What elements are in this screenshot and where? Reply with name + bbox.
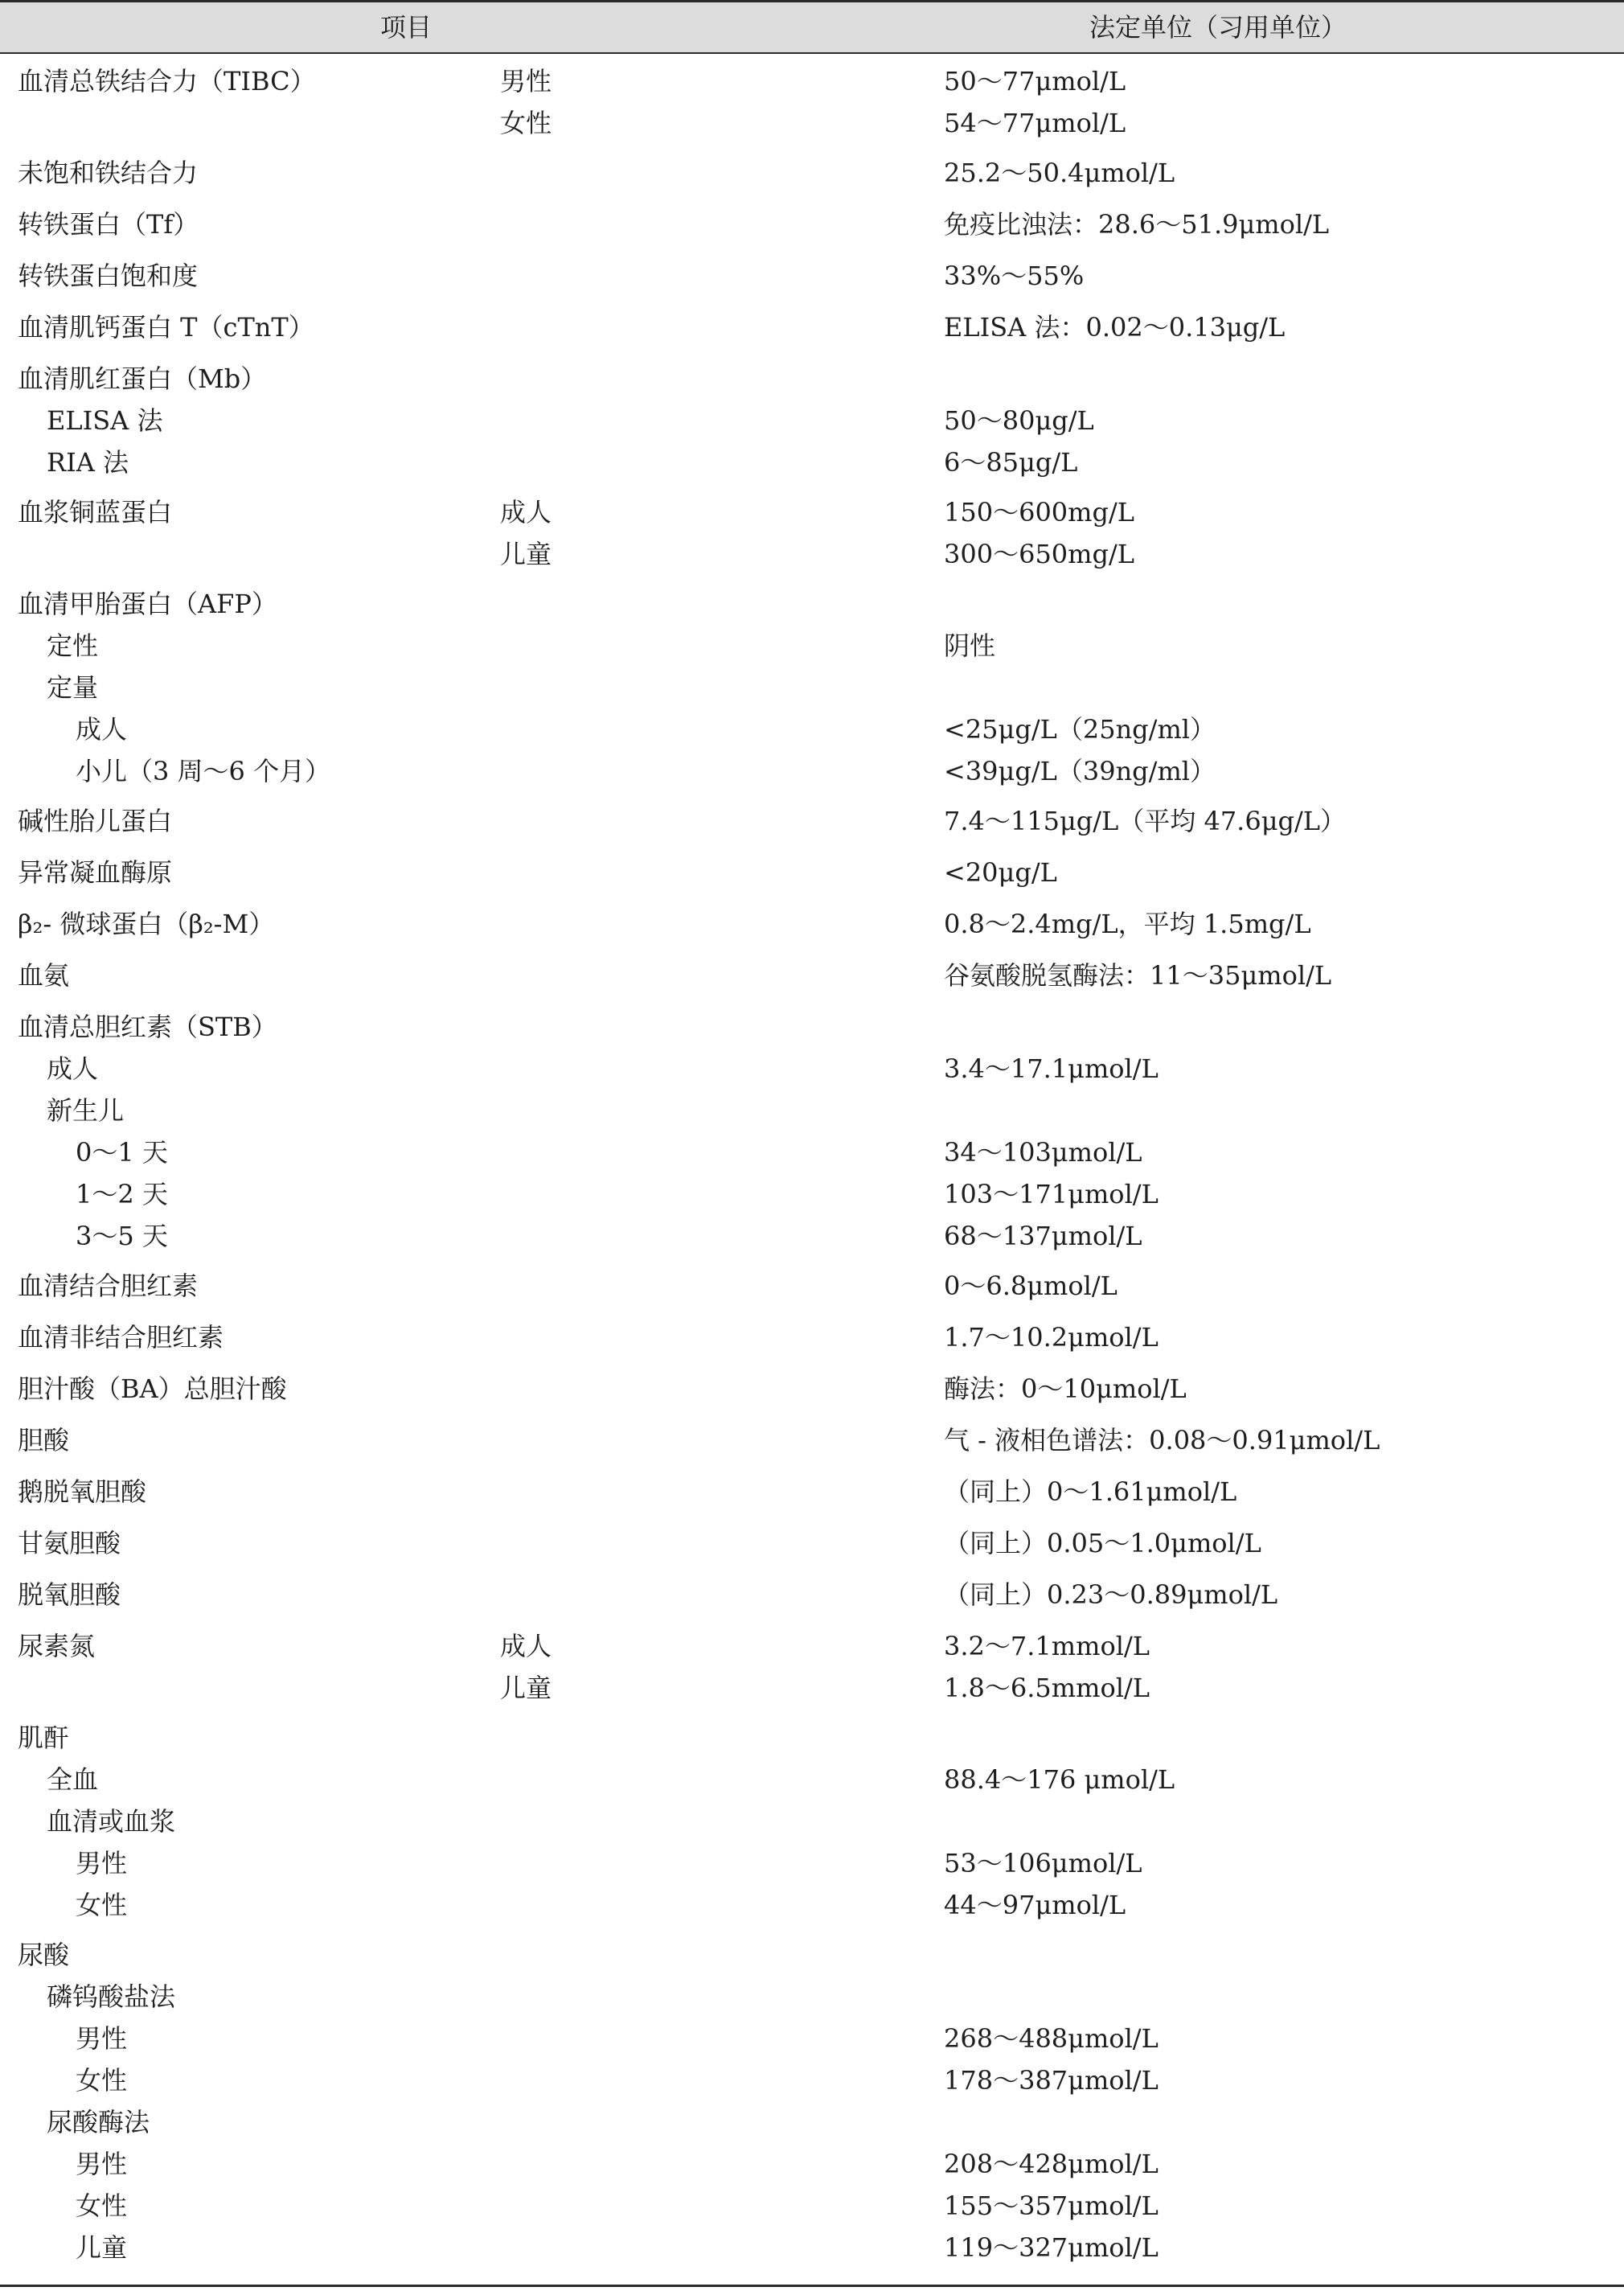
row-item-label: 转铁蛋白（Tf） <box>18 209 199 240</box>
row-item-label: 异常凝血酶原 <box>18 857 173 888</box>
row-subgroup-label: 儿童 <box>500 539 552 569</box>
table-row <box>0 1574 1624 1616</box>
table-row <box>0 60 1624 102</box>
row-item-label: 女性 <box>76 2190 128 2221</box>
table-row <box>0 750 1624 792</box>
row-item-label: 新生儿 <box>47 1095 125 1126</box>
row-reference-value: 1.7～10.2μmol/L <box>944 1322 1159 1353</box>
row-subgroup-label: 男性 <box>500 66 552 96</box>
row-reference-value: 300～650mg/L <box>944 539 1135 569</box>
table-row <box>0 1884 1624 1926</box>
row-reference-value: 25.2～50.4μmol/L <box>944 158 1175 188</box>
row-item-label: β₂- 微球蛋白（β₂-M） <box>18 909 275 939</box>
table-row <box>0 2101 1624 2143</box>
row-reference-value: 50～80μg/L <box>944 405 1094 436</box>
row-item-label: 男性 <box>76 1848 128 1878</box>
table-row <box>0 1471 1624 1513</box>
row-item-label: 0～1 天 <box>76 1137 168 1168</box>
table-row <box>0 203 1624 245</box>
table-row <box>0 1316 1624 1358</box>
table-row <box>0 255 1624 297</box>
row-item-label: 血清肌钙蛋白 T（cTnT） <box>18 312 314 343</box>
row-reference-value: 88.4～176 μmol/L <box>944 1764 1175 1795</box>
row-reference-value: 免疫比浊法：28.6～51.9μmol/L <box>944 209 1330 240</box>
row-item-label: 血清或血浆 <box>47 1806 176 1837</box>
table-row <box>0 852 1624 893</box>
table-bottom-rule <box>0 2285 1624 2287</box>
table-row <box>0 1090 1624 1131</box>
row-item-label: 血清非结合胆红素 <box>18 1322 224 1353</box>
row-reference-value: 6～85μg/L <box>944 447 1078 478</box>
row-reference-value: <25μg/L（25ng/ml） <box>944 714 1216 745</box>
table-header <box>0 2 1624 52</box>
row-reference-value: 178～387μmol/L <box>944 2065 1159 2096</box>
row-reference-value: 酶法：0～10μmol/L <box>944 1373 1187 1404</box>
row-reference-value: 3.2～7.1mmol/L <box>944 1631 1150 1661</box>
row-subgroup-label: 成人 <box>500 1631 552 1661</box>
table-row <box>0 1419 1624 1461</box>
row-reference-value: 谷氨酸脱氢酶法：11～35μmol/L <box>944 960 1332 991</box>
row-item-label: ELISA 法 <box>47 405 163 436</box>
table-row <box>0 1800 1624 1842</box>
row-item-label: RIA 法 <box>47 447 129 478</box>
row-item-label: 尿素氮 <box>18 1631 96 1661</box>
row-reference-value: 68～137μmol/L <box>944 1221 1142 1251</box>
row-item-label: 磷钨酸盐法 <box>47 1981 176 2012</box>
row-item-label: 儿童 <box>76 2232 128 2263</box>
row-reference-value: （同上）0～1.61μmol/L <box>944 1476 1237 1507</box>
table-row <box>0 533 1624 575</box>
table-row <box>0 1131 1624 1173</box>
row-item-label: 血清甲胎蛋白（AFP） <box>18 589 277 619</box>
table-row <box>0 625 1624 667</box>
row-item-label: 血氨 <box>18 960 70 991</box>
row-item-label: 女性 <box>76 2065 128 2096</box>
row-item-label: 1～2 天 <box>76 1179 168 1209</box>
table-row <box>0 102 1624 144</box>
row-reference-value: 54～77μmol/L <box>944 108 1126 138</box>
row-item-label: 定量 <box>47 672 99 703</box>
table-row <box>0 2059 1624 2101</box>
table-row <box>0 1934 1624 1976</box>
row-item-label: 转铁蛋白饱和度 <box>18 261 199 291</box>
row-subgroup-label: 女性 <box>500 108 552 138</box>
row-reference-value: 268～488μmol/L <box>944 2023 1159 2054</box>
row-item-label: 血清总胆红素（STB） <box>18 1012 277 1042</box>
table-row <box>0 903 1624 945</box>
row-item-label: 定性 <box>47 630 99 661</box>
table-row <box>0 152 1624 194</box>
table-row <box>0 955 1624 996</box>
header-unit-column: 法定单位（习用单位） <box>1089 12 1347 43</box>
row-item-label: 脱氧胆酸 <box>18 1579 121 1610</box>
row-item-label: 3～5 天 <box>76 1221 168 1251</box>
row-reference-value: 34～103μmol/L <box>944 1137 1142 1168</box>
table-row <box>0 306 1624 348</box>
row-item-label: 肌酐 <box>18 1722 70 1753</box>
table-row <box>0 1265 1624 1307</box>
row-reference-value: 119～327μmol/L <box>944 2232 1159 2263</box>
table-row <box>0 1215 1624 1257</box>
table-row <box>0 708 1624 750</box>
row-item-label: 尿酸 <box>18 1940 70 1970</box>
row-reference-value: <20μg/L <box>944 857 1057 888</box>
row-item-label: 血浆铜蓝蛋白 <box>18 497 173 528</box>
row-item-label: 男性 <box>76 2149 128 2179</box>
table-row <box>0 441 1624 483</box>
row-item-label: 未饱和铁结合力 <box>18 158 199 188</box>
row-item-label: 血清总铁结合力（TIBC） <box>18 66 316 96</box>
table-row <box>0 1522 1624 1564</box>
row-reference-value: 50～77μmol/L <box>944 66 1126 96</box>
row-item-label: 血清结合胆红素 <box>18 1271 199 1301</box>
row-reference-value: 44～97μmol/L <box>944 1890 1126 1920</box>
row-item-label: 全血 <box>47 1764 99 1795</box>
table-row <box>0 2143 1624 2185</box>
row-reference-value: 208～428μmol/L <box>944 2149 1159 2179</box>
row-reference-value: 7.4～115μg/L（平均 47.6μg/L） <box>944 806 1347 836</box>
row-reference-value: 33%～55% <box>944 261 1085 291</box>
row-reference-value: 155～357μmol/L <box>944 2190 1159 2221</box>
table-row <box>0 1006 1624 1048</box>
table-row <box>0 1368 1624 1410</box>
row-item-label: 成人 <box>47 1053 99 1084</box>
row-item-label: 碱性胎儿蛋白 <box>18 806 173 836</box>
row-item-label: 鹅脱氧胆酸 <box>18 1476 147 1507</box>
row-reference-value: ELISA 法：0.02～0.13μg/L <box>944 312 1286 343</box>
row-reference-value: 0～6.8μmol/L <box>944 1271 1118 1301</box>
row-reference-value: 103～171μmol/L <box>944 1179 1159 1209</box>
table-row <box>0 1717 1624 1759</box>
row-reference-value: 3.4～17.1μmol/L <box>944 1053 1159 1084</box>
table-row <box>0 1625 1624 1667</box>
row-subgroup-label: 成人 <box>500 497 552 528</box>
row-reference-value: 气 - 液相色谱法：0.08～0.91μmol/L <box>944 1425 1380 1455</box>
table-row <box>0 491 1624 533</box>
row-item-label: 小儿（3 周～6 个月） <box>76 756 331 786</box>
row-reference-value: （同上）0.05～1.0μmol/L <box>944 1528 1261 1558</box>
table-row <box>0 1842 1624 1884</box>
row-reference-value: 0.8～2.4mg/L，平均 1.5mg/L <box>944 909 1311 939</box>
row-reference-value: <39μg/L（39ng/ml） <box>944 756 1216 786</box>
table-row <box>0 2185 1624 2227</box>
table-row <box>0 800 1624 842</box>
row-reference-value: 1.8～6.5mmol/L <box>944 1673 1150 1703</box>
row-reference-value: 53～106μmol/L <box>944 1848 1142 1878</box>
table-row <box>0 1048 1624 1090</box>
row-item-label: 成人 <box>76 714 128 745</box>
row-item-label: 尿酸酶法 <box>47 2107 150 2137</box>
row-reference-value: 150～600mg/L <box>944 497 1135 528</box>
row-item-label: 胆汁酸（BA）总胆汁酸 <box>18 1373 287 1404</box>
header-rule <box>0 52 1624 54</box>
table-row <box>0 1667 1624 1709</box>
row-item-label: 胆酸 <box>18 1425 70 1455</box>
table-row <box>0 1173 1624 1215</box>
table-row <box>0 667 1624 708</box>
row-item-label: 女性 <box>76 1890 128 1920</box>
header-item-column: 项目 <box>379 12 432 43</box>
table-row <box>0 1976 1624 2018</box>
row-reference-value: （同上）0.23～0.89μmol/L <box>944 1579 1278 1610</box>
row-item-label: 男性 <box>76 2023 128 2054</box>
table-row <box>0 400 1624 441</box>
table-row <box>0 2227 1624 2268</box>
row-subgroup-label: 儿童 <box>500 1673 552 1703</box>
table-row <box>0 358 1624 400</box>
row-item-label: 血清肌红蛋白（Mb） <box>18 363 267 394</box>
table-row <box>0 583 1624 625</box>
row-item-label: 甘氨胆酸 <box>18 1528 121 1558</box>
table-row <box>0 2018 1624 2059</box>
table-row <box>0 1759 1624 1800</box>
row-reference-value: 阴性 <box>944 630 996 661</box>
